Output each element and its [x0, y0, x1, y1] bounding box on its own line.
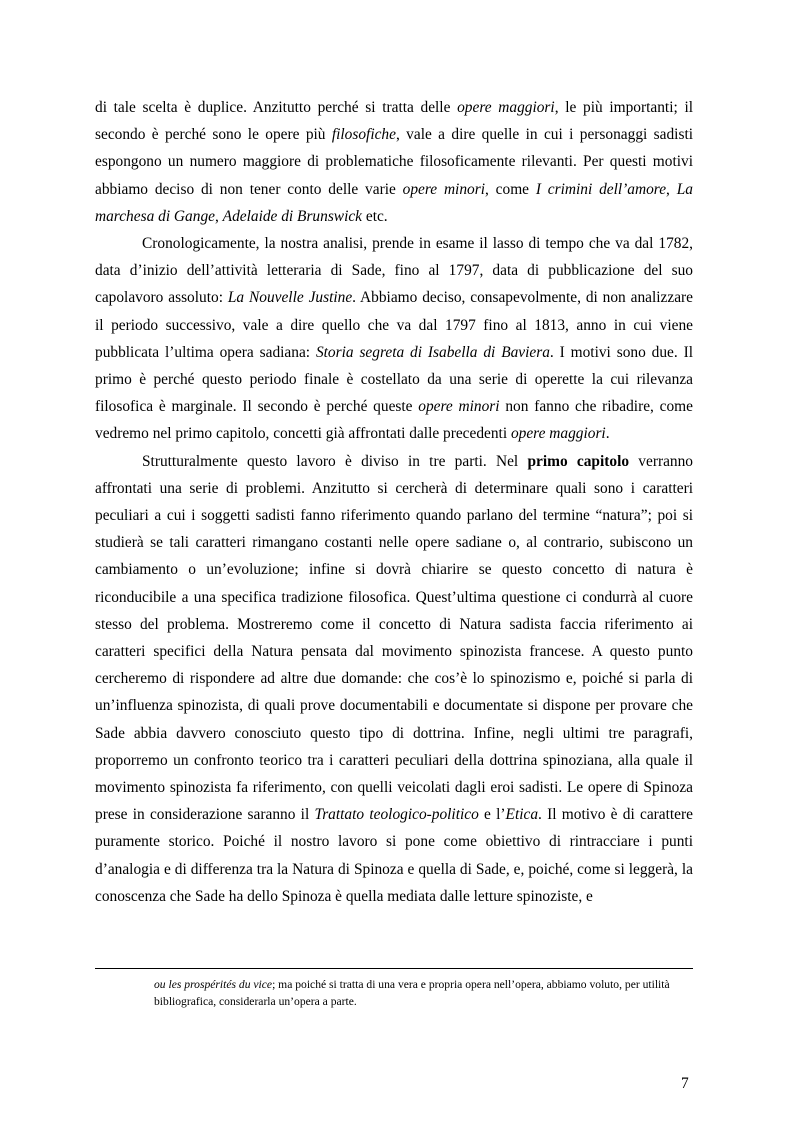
italic-run: opere maggiori	[510, 425, 606, 443]
text-run: verranno affrontati una serie di problemi. Anzitutto si cercherà di determinare quali sono i caratteri peculiari a cui i soggetti sadisti fanno riferimento quando parlano del termine “natura”; poi si studierà se tali caratteri rimangano costanti nelle opere sadiane o, al contrario, subiscono un cambiamento o un’evoluzione; infine si dovrà chiarire se questo concetto di natura è riconducibile a una specifica tradizione filosofica. Quest’ultima questione ci condurrà al cuore stesso del problema. Mostreremo come il concetto di Natura sadista faccia riferimento ai caratteri specifici della Natura pensata dal movimento spinozista francese. A questo punto cercheremo di rispondere ad altre due domande: che cos’è lo spinozismo e, poiché si parla di un’influenza spinozista, di quali prove documentabili e documentate si dispone per provare che Sade abbia davvero conosciuto questo tipo di dottrina. Infine, negli ultimi tre paragrafi, proporremo un confronto teorico tra i caratteri peculiari della dottrina spinoziana, alla quale il movimento spinozista fa riferimento, con quelli veicolati dagli eroi sadisti. Le opere di Spinoza prese in considerazione saranno il	[95, 452, 693, 824]
italic-run: La marchesa di Gange	[95, 180, 693, 225]
text-run: ,	[214, 207, 223, 225]
paragraph-3	[95, 448, 693, 910]
text-run: , vale a dire quelle in cui i personaggi sadisti espongono un numero maggiore di problematiche filosoficamente rilevanti. Per questi motivi abbiamo deciso di non tener conto delle varie	[95, 126, 693, 198]
text-run: ,	[666, 180, 677, 198]
text-run: . I motivi sono due. Il primo è perché questo periodo finale è costellato da una serie di operette la cui rilevanza filosofica è marginale. Il secondo è perché queste	[95, 343, 693, 416]
italic-run: Adelaide di Brunswick	[222, 207, 363, 225]
text-run: non fanno che ribadire, come vedremo nel primo capitolo, concetti già affrontati dalle precedenti	[95, 398, 693, 443]
text-run: Cronologicamente, la nostra analisi, prende in esame il lasso di tempo che va dal 1782, data d’inizio dell’attività letteraria di Sade, fino al 1797, data di pubblicazione del suo capolavoro assoluto:	[95, 235, 693, 307]
italic-run: Etica	[505, 806, 539, 824]
italic-run: opere minori	[418, 398, 500, 416]
italic-run: I crimini dell’amore	[535, 180, 667, 198]
footnote-separator	[95, 968, 693, 969]
paragraph-1	[95, 94, 693, 230]
italic-run: ou les prospérités du vice	[154, 978, 273, 991]
text-run: ; ma poiché si tratta di una vera e propria opera nell’opera, abbiamo voluto, per utilità bibliografica, considerarla un’opera a parte.	[154, 978, 670, 1008]
italic-run: filosofiche	[331, 126, 396, 144]
text-run: di tale scelta è duplice. Anzitutto perché si tratta delle	[95, 99, 458, 116]
italic-run: Trattato teologico-politico	[314, 806, 479, 824]
italic-run: Storia segreta di Isabella di Baviera	[315, 343, 550, 361]
document-body	[95, 94, 693, 910]
italic-run: opere maggiori	[457, 99, 555, 116]
italic-run: La Nouvelle Justine	[227, 289, 353, 307]
text-run: . Abbiamo deciso, consapevolmente, di non analizzare il periodo successivo, vale a dire quello che va dal 1797 fino al 1813, anno in cui viene pubblicata l’ultima opera sadiana:	[95, 289, 693, 361]
text-run: .	[605, 425, 610, 443]
text-run: etc.	[362, 207, 388, 225]
text-run: , come	[485, 180, 536, 198]
text-run: e l’	[478, 806, 506, 824]
bold-run: primo capitolo	[527, 452, 630, 470]
text-run: Strutturalmente questo lavoro è diviso in tre parti. Nel	[142, 452, 528, 470]
italic-run: opere minori	[402, 180, 485, 198]
footnote-text	[154, 976, 693, 1010]
paragraph-2	[95, 230, 693, 448]
page-number: 7	[681, 1075, 689, 1092]
text-run: . Il motivo è di carattere puramente storico. Poiché il nostro lavoro si pone come obiettivo di rintracciare i punti d’analogia e di differenza tra la Natura di Spinoza e quella di Sade, e, poiché, come si leggerà, la conoscenza che Sade ha dello Spinoza è quella mediata dalle letture spinoziste, e	[95, 806, 693, 905]
text-run: , le più importanti; il secondo è perché sono le opere più	[95, 99, 693, 144]
